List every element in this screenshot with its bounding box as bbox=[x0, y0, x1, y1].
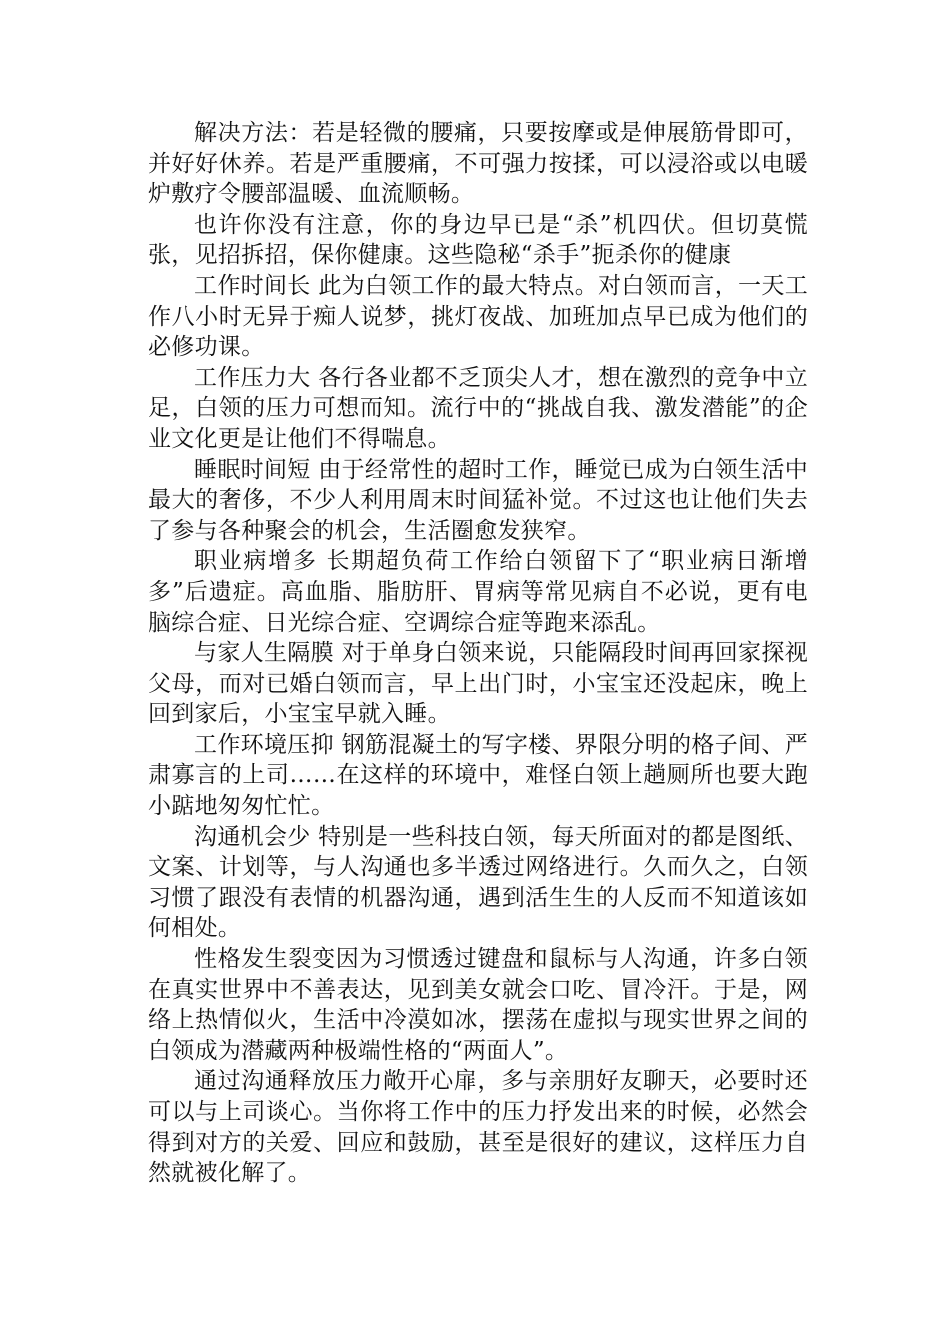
paragraph-work-environment: 工作环境压抑 钢筋混凝土的写字楼、界限分明的格子间、严肃寡言的上司……在这样的环境中，难怪白领上趟厕所也要大跑小踮地匆匆忙忙。 bbox=[148, 731, 808, 820]
paragraph-back-pain-solution: 解决方法：若是轻微的腰痛，只要按摩或是伸展筋骨即可，并好好休养。若是严重腰痛，不可强力按揉，可以浸浴或以电暖炉敷疗令腰部温暖、血流顺畅。 bbox=[148, 120, 808, 208]
paragraph-personality-split: 性格发生裂变因为习惯透过键盘和鼠标与人沟通，许多白领在真实世界中不善表达，见到美女就会口吃、冒冷汗。于是，网络上热情似火，生活中冷漠如冰，摆荡在虚拟与现实世界之间的白领成为潜藏两种极端性格的“两面人”。 bbox=[148, 946, 808, 1064]
document-body bbox=[148, 118, 808, 1189]
paragraph-occupational-disease: 职业病增多 长期超负荷工作给白领留下了“职业病日渐增多”后遗症。高血脂、脂肪肝、胃病等常见病自不必说，更有电脑综合症、日光综合症、空调综合症等跑来添乱。 bbox=[148, 548, 808, 636]
paragraph-release-pressure: 通过沟通释放压力敞开心扉，多与亲朋好友聊天，必要时还可以与上司谈心。当你将工作中的压力抒发出来的时候，必然会得到对方的关爱、回应和鼓励，甚至是很好的建议，这样压力自然就被化解了。 bbox=[148, 1068, 808, 1187]
paragraph-short-sleep: 睡眠时间短 由于经常性的超时工作，睡觉已成为白领生活中最大的奢侈，不少人利用周末时间猛补觉。不过这也让他们失去了参与各种聚会的机会，生活圈愈发狭窄。 bbox=[148, 456, 808, 544]
paragraph-high-work-pressure: 工作压力大 各行各业都不乏顶尖人才，想在激烈的竞争中立足，白领的压力可想而知。流行中的“挑战自我、激发潜能”的企业文化更是让他们不得喘息。 bbox=[148, 364, 808, 452]
paragraph-hidden-killers-intro: 也许你没有注意，你的身边早已是“杀”机四伏。但切莫慌张，见招拆招，保你健康。这些隐秘“杀手”扼杀你的健康 bbox=[148, 211, 808, 269]
paragraph-family-distance: 与家人生隔膜 对于单身白领来说，只能隔段时间再回家探视父母，而对已婚白领而言，早上出门时，小宝宝还没起床，晚上回到家后，小宝宝早就入睡。 bbox=[148, 640, 808, 728]
paragraph-long-work-hours: 工作时间长 此为白领工作的最大特点。对白领而言，一天工作八小时无异于痴人说梦，挑灯夜战、加班加点早已成为他们的必修功课。 bbox=[148, 272, 808, 361]
paragraph-less-communication: 沟通机会少 特别是一些科技白领，每天所面对的都是图纸、文案、计划等，与人沟通也多半透过网络进行。久而久之，白领习惯了跟没有表情的机器沟通，遇到活生生的人反而不知道该如何相处。 bbox=[148, 823, 808, 942]
